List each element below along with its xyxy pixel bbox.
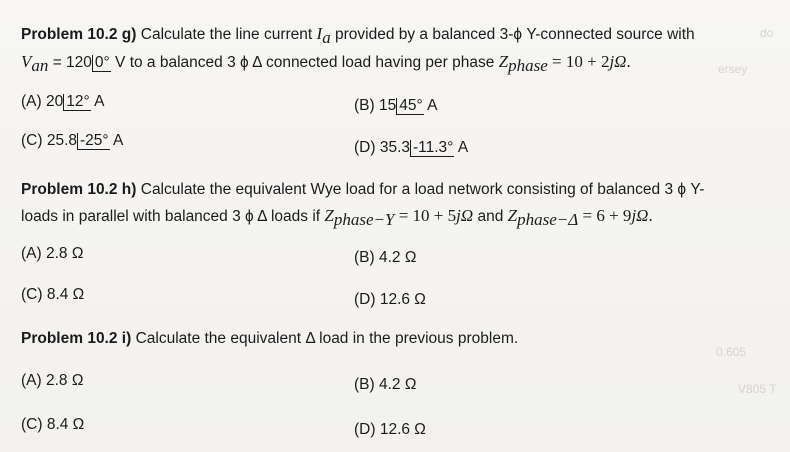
zd-subscript: phase−Δ [517,210,579,229]
zy-equation: = 10 + 5 [394,206,457,225]
option-c-value: (C) 25.8 [21,132,77,149]
zy-j-ohm: jΩ [456,206,474,225]
ia-variable: I [316,24,323,43]
zy-subscript: phase−Y [333,210,395,229]
option-b-value: (B) 15 [354,97,397,114]
van-subscript: an [31,56,49,75]
zd-equation: = 6 + 9 [578,206,632,225]
z-j-ohm: jΩ [609,52,627,71]
z-variable: Z [498,52,509,71]
problem-i-option-c: (C) 8.4 Ω [21,416,85,433]
problem-g-text-cont: provided by a balanced 3-ϕ Y-connected source with [330,26,695,43]
option-a-unit: A [90,93,105,110]
zy-variable: Z [324,206,334,225]
problem-i-option-a: (A) 2.8 Ω [21,372,84,389]
z-equation: = 10 + 2 [547,52,610,71]
problem-h-option-b: (B) 4.2 Ω [354,249,417,266]
option-b-unit: A [423,97,438,114]
option-c-unit: A [109,132,124,149]
option-b-angle: 45° [396,98,423,115]
option-d-angle: -11.3° [410,140,454,157]
option-d-unit: A [454,139,469,156]
zd-variable: Z [507,206,518,225]
problem-h-option-c: (C) 8.4 Ω [21,286,85,303]
bleed-through-text: V805 T [738,382,777,396]
problem-g-option-a [21,92,104,112]
and-text: and [473,208,508,225]
van-value: = 120 [48,54,92,71]
problem-h-line-2 [21,206,653,227]
z-subscript: phase [508,56,548,75]
bleed-through-text: 0.605 [716,345,747,359]
van-variable: V [21,52,32,71]
z-end: . [626,52,631,71]
problem-g-text: Calculate the line current [140,26,317,43]
problem-g-option-b [354,96,437,116]
van-angle: 0° [92,55,111,72]
problem-g-heading: Problem 10.2 g) [21,26,137,43]
problem-g-line-1 [21,24,695,45]
zd-end: . [648,206,653,225]
problem-i-text: Calculate the equivalent Δ load in the previous problem. [131,330,519,347]
problem-i-line-1 [21,329,518,349]
problem-h-text-cont: loads in parallel with balanced 3 ϕ Δ loads if [21,208,325,225]
option-a-value: (A) 20 [21,93,64,110]
problem-g-text-load: V to a balanced 3 ϕ Δ connected load having per phase [110,54,499,71]
problem-h-text: Calculate the equivalent Wye load for a load network consisting of balanced 3 ϕ Y- [136,181,705,198]
bleed-through-text: ersey [718,62,748,76]
problem-g-line-2 [21,52,631,73]
problem-h-option-a: (A) 2.8 Ω [21,245,84,262]
ia-subscript: a [322,28,331,47]
bleed-through-text: do [760,26,774,40]
problem-h-option-d: (D) 12.6 Ω [354,291,426,308]
option-c-angle: -25° [77,133,110,150]
problem-g-option-c [21,131,123,151]
problem-h-heading: Problem 10.2 h) [21,181,137,198]
option-a-angle: 12° [63,94,90,111]
option-d-value: (D) 35.3 [354,139,410,156]
problem-i-option-b: (B) 4.2 Ω [354,376,417,393]
problem-h-line-1 [21,180,704,200]
problem-g-option-d [354,138,468,158]
problem-i-heading: Problem 10.2 i) [21,330,132,347]
zd-j-ohm: jΩ [631,206,649,225]
problem-i-option-d: (D) 12.6 Ω [354,421,426,438]
